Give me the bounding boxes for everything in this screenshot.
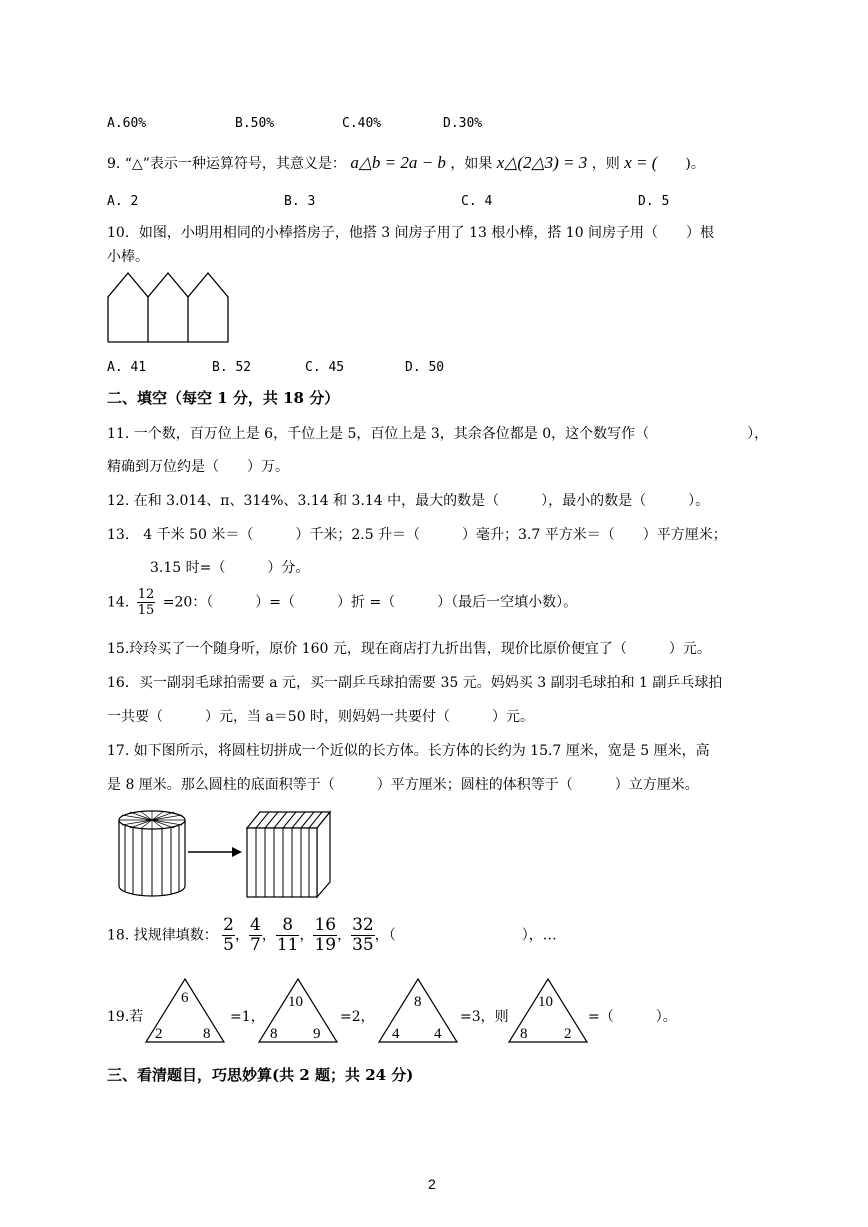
q18-fraction-4-num: 16: [314, 915, 337, 935]
q9-option-c: C. 4: [461, 194, 493, 209]
q10-line-1: 10．如图，小明用相同的小棒搭房子，他搭 3 间房子用了 13 根小棒，搭 10 间房子用（ ）根: [107, 225, 715, 241]
q9-text-d: )。: [657, 156, 705, 172]
q19-triangle-3-left: 4: [392, 1026, 400, 1042]
q18-fraction-5: [351, 917, 375, 954]
q19-triangle-2-right: 9: [313, 1026, 321, 1042]
q16-line-2: 一共要（ ）元，当 a＝50 时，则妈妈一共要付（ ）元。: [107, 709, 535, 725]
q18-fraction-4-den: 19: [314, 935, 337, 955]
q10-option-a: A. 41: [107, 360, 147, 375]
q11-line-1: 11. 一个数，百万位上是 6，千位上是 5，百位上是 3，其余各位都是 0，这个数写作（ ），: [107, 426, 769, 442]
q18-fraction-1-den: 5: [223, 935, 234, 955]
q9-formula-answer: x = (: [624, 153, 658, 172]
q9-option-b: B. 3: [284, 194, 316, 209]
q10-option-b: B. 52: [212, 360, 252, 375]
q18-fraction-3: [276, 917, 300, 954]
q9-formula-definition: a△b = 2a − b: [350, 153, 446, 172]
q19-triangle-2-top: 10: [288, 994, 303, 1010]
q14-fraction: [137, 588, 156, 617]
question-9: [107, 153, 705, 173]
q18-fraction-3-num: 8: [276, 917, 300, 936]
q18-fraction-5-den: 35: [352, 935, 374, 955]
q9-text-c: ，则: [591, 156, 620, 172]
q8-option-a: A.60%: [107, 116, 147, 131]
q13-line-2: 3.15 时=（ ）分。: [150, 560, 310, 576]
q16-line-1: 16．买一副羽毛球拍需要 a 元，买一副乒乓球拍需要 35 元。妈妈买 3 副羽毛球拍和 1 副乒乓球拍: [107, 675, 723, 691]
q19-triangle-1-top: 6: [181, 990, 189, 1006]
q18-separator: ，: [299, 927, 314, 944]
q19-triangle-3-result: =3，则: [460, 1009, 509, 1025]
cylinder-figure: [118, 810, 188, 898]
question-18: [107, 917, 557, 954]
q11-line-2: 精确到万位约是（ ）万。: [107, 459, 289, 475]
q18-fraction-4: [313, 917, 337, 954]
q8-option-d: D.30%: [443, 116, 483, 131]
q19-triangle-1-result: =1，: [230, 1009, 265, 1025]
q9-text-b: ，如果: [450, 156, 493, 172]
q19-triangle-2-left: 8: [270, 1026, 278, 1042]
q13-line-1: 13. 4 千米 50 米＝（ ）千米；2.5 升＝（ ）毫升；3.7 平方米＝（ ）平方厘米；: [107, 527, 727, 543]
q19-triangle-1-right: 8: [203, 1026, 211, 1042]
arrow-icon: [188, 845, 243, 859]
q19-triangle-4-top: 10: [538, 994, 553, 1010]
q19-triangle-2-result: =2，: [340, 1009, 375, 1025]
q18-separator: ，: [235, 927, 249, 944]
q14-fraction-den: 15: [137, 603, 155, 618]
q9-option-a: A. 2: [107, 194, 139, 209]
q18-fraction-1: [222, 917, 235, 954]
q9-text-a: 9. “△”表示一种运算符号，其意义是：: [107, 156, 346, 172]
q14-fraction-num: 12: [137, 587, 155, 602]
q18-fraction-3-den: 11: [276, 935, 299, 955]
q9-option-d: D. 5: [638, 194, 670, 209]
q18-separator: ，: [337, 927, 352, 944]
q19-triangle-3-right: 4: [434, 1026, 442, 1042]
q9-formula-condition: x△(2△3) = 3: [496, 153, 588, 172]
question-15: 15.玲玲买了一个随身听，原价 160 元，现在商店打九折出售，现价比原价便宜了（ ）元。: [107, 641, 711, 657]
q18-fraction-1-num: 2: [223, 915, 234, 935]
q17-line-1: 17. 如下图所示，将圆柱切拼成一个近似的长方体。长方体的长约为 15.7 厘米，宽是 5 厘米，高: [107, 743, 710, 759]
question-14: [107, 588, 577, 617]
section-2-title: 二、填空（每空 1 分，共 18 分）: [107, 389, 340, 407]
q19-triangle-1: [145, 978, 225, 1044]
q18-prefix: 18. 找规律填数：: [107, 927, 218, 944]
q8-option-b: B.50%: [235, 116, 275, 131]
q18-fraction-2-den: 7: [250, 935, 261, 955]
q14-rest: =20：（ ）=（ ）折 =（ ）（最后一空填小数）。: [162, 594, 578, 611]
q18-fraction-2-num: 4: [250, 915, 261, 935]
q18-separator: ，: [261, 927, 276, 944]
section-3-title: 三、看清题目，巧思妙算(共 2 题；共 24 分): [107, 1066, 414, 1084]
q10-option-d: D. 50: [405, 360, 445, 375]
q19-triangle-1-left: 2: [155, 1026, 163, 1042]
page-number: 2: [428, 1176, 436, 1192]
houses-figure: [108, 272, 230, 344]
q19-prefix: 19.若: [107, 1009, 144, 1025]
q17-line-2: 是 8 厘米。那么圆柱的底面积等于（ ）平方厘米；圆柱的体积等于（ ）立方厘米。: [107, 777, 699, 793]
q10-line-2: 小棒。: [107, 249, 149, 265]
q19-triangle-2: [258, 978, 338, 1044]
cuboid-figure: [246, 810, 336, 898]
q18-fraction-2: [249, 917, 262, 954]
q19-triangle-4-right: 2: [564, 1026, 572, 1042]
q19-triangle-3: [378, 978, 458, 1044]
q19-triangle-4-left: 8: [520, 1026, 528, 1042]
q18-suffix: ，（ ），…: [374, 927, 557, 944]
q19-triangle-4-result: =（ ）。: [588, 1009, 677, 1025]
q19-triangle-4: [508, 978, 588, 1044]
question-12: 12. 在和 3.014、π、314%、3.14 和 3.14 中，最大的数是（ ），最小的数是（ ）。: [107, 493, 710, 509]
q14-prefix: 14.: [107, 594, 130, 611]
q18-fraction-5-num: 32: [352, 915, 374, 935]
q19-triangle-3-top: 8: [414, 994, 422, 1010]
q8-option-c: C.40%: [342, 116, 382, 131]
q10-option-c: C. 45: [305, 360, 345, 375]
